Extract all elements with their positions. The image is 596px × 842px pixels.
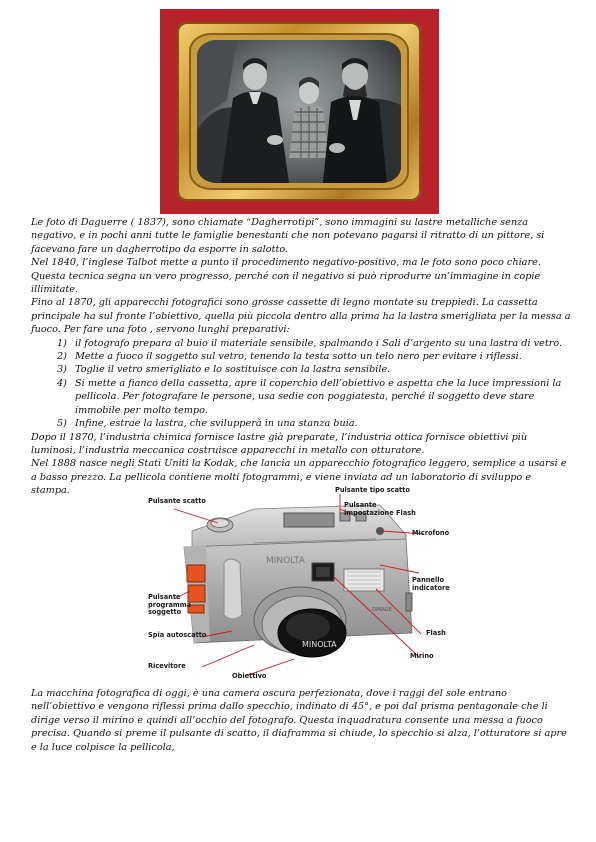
steps-list [31,337,571,431]
list-item: 4) Si mette a fianco della cassetta, apre il coperchio dell’obiettivo e aspetta che la luce impressioni la pellicola. Per fotografare le persone, usa sedie con poggiatesta, perché il soggetto deve stare immobile per molto tempo. [57,377,562,416]
paragraph-1870: Fino al 1870, gli apparecchi fotografici sono grosse cassette di legno montate su treppiedi. La cassetta principale ha sul fronte l’obiettivo, quella più piccola dentro alla prima ha la lastra smerigliata per la messa a fuoco. Per fare una foto , servono lunghi preparativi: [31,297,571,336]
text-block-history [31,216,571,498]
label-mirino: Mirino [410,652,434,660]
label-flash: Flash [426,629,446,637]
paragraph-daguerre: Le foto di Daguerre ( 1837), sono chiamate “Dagherrotipi”, sono immagini su lastre metalliche senza negativo, e in pochi anni tutte le famiglie benestanti che non potevano pagarsi il ritratto di un pittore, si facevano fare un dagherrotipo da esporre in salotto. [31,217,545,255]
label-pulsante-flash: Pulsante impostazione Flash [344,501,416,517]
paragraph-kodak: Nel 1888 nasce negli Stati Uniti la Kodak, che lancia un apparecchio fotografico leggero, semplice a usarsi e a basso prezzo. La pellicola contiene molti fotogrammi, e viene inviata ad un laboratorio di sviluppo e stampa. [31,458,567,497]
list-item: 1) il fotografo prepara al buio il materiale sensibile, spalmando i Sali d’argento su una lastra di vetro. [57,337,563,349]
paragraph-industria: Dopo il 1870, l’industria chimica fornisce lastre già preparate, l’industria ottica fornisce obiettivi più luminosi, l’industria meccanica costruisce apparecchi in metallo con otturatore. [31,431,528,456]
label-pulsante-programma: Pulsante programma soggetto [148,593,192,617]
paragraph-talbot: Nel 1840, l’inglese Talbot mette a punto il procedimento negativo-positivo, ma le foto sono poco chiare. Questa tecnica segna un vero progresso, perché con il negativo si può riprodurre un’immagine in copie illimitate. [31,257,541,296]
svg-text:MINOLTA: MINOLTA [302,640,337,649]
label-spia-autoscatto: Spia autoscatto [148,631,207,639]
label-ricevitore: Ricevitore [148,662,186,670]
label-pulsante-scatto: Pulsante scatto [148,497,206,505]
text-block-modern [31,687,571,754]
svg-text:MINOLTA: MINOLTA [266,556,305,566]
label-obiettivo: Obiettivo [232,672,267,680]
svg-text:DiMAGE: DiMAGE [372,607,392,613]
label-pulsante-tipo-scatto: Pulsante tipo scatto [335,486,410,494]
camera-diagram [144,483,451,684]
gilded-frame [177,22,421,201]
paragraph-macchina-oggi: La macchina fotografica di oggi, è una camera oscura perfezionata, dove i raggi del sole entrano nell’obiettivo e vengono riflessi prima dallo specchio, indinato di 45°, e poi dal prisma pentagonale che li dirige verso il mirino e quindi all’occhio del fotografo. Questa inquadratura consente una messa a fuoco precisa. Quando si preme il pulsante di scatto, il diaframma si chiude, lo specchio si alza, l’otturatore si apre e la luce colpisce la pellicola, [31,688,567,753]
label-microfono: Microfono [412,529,450,537]
list-item: 2) Mette a fuoco il soggetto sul vetro, tenendo la testa sotto un telo nero per evitare i riflessi. [57,351,522,363]
label-pannello: Pannello indicatore [412,576,450,592]
list-item: 3) Toglie il vetro smerigliato e lo sostituisce con la lastra sensibile. [57,364,391,376]
daguerreotype-photo [160,9,439,214]
list-item: 5) Infine, estrae la lastra, che svilupperà in una stanza buia. [57,418,358,430]
daguerreotype-plate [197,40,401,183]
